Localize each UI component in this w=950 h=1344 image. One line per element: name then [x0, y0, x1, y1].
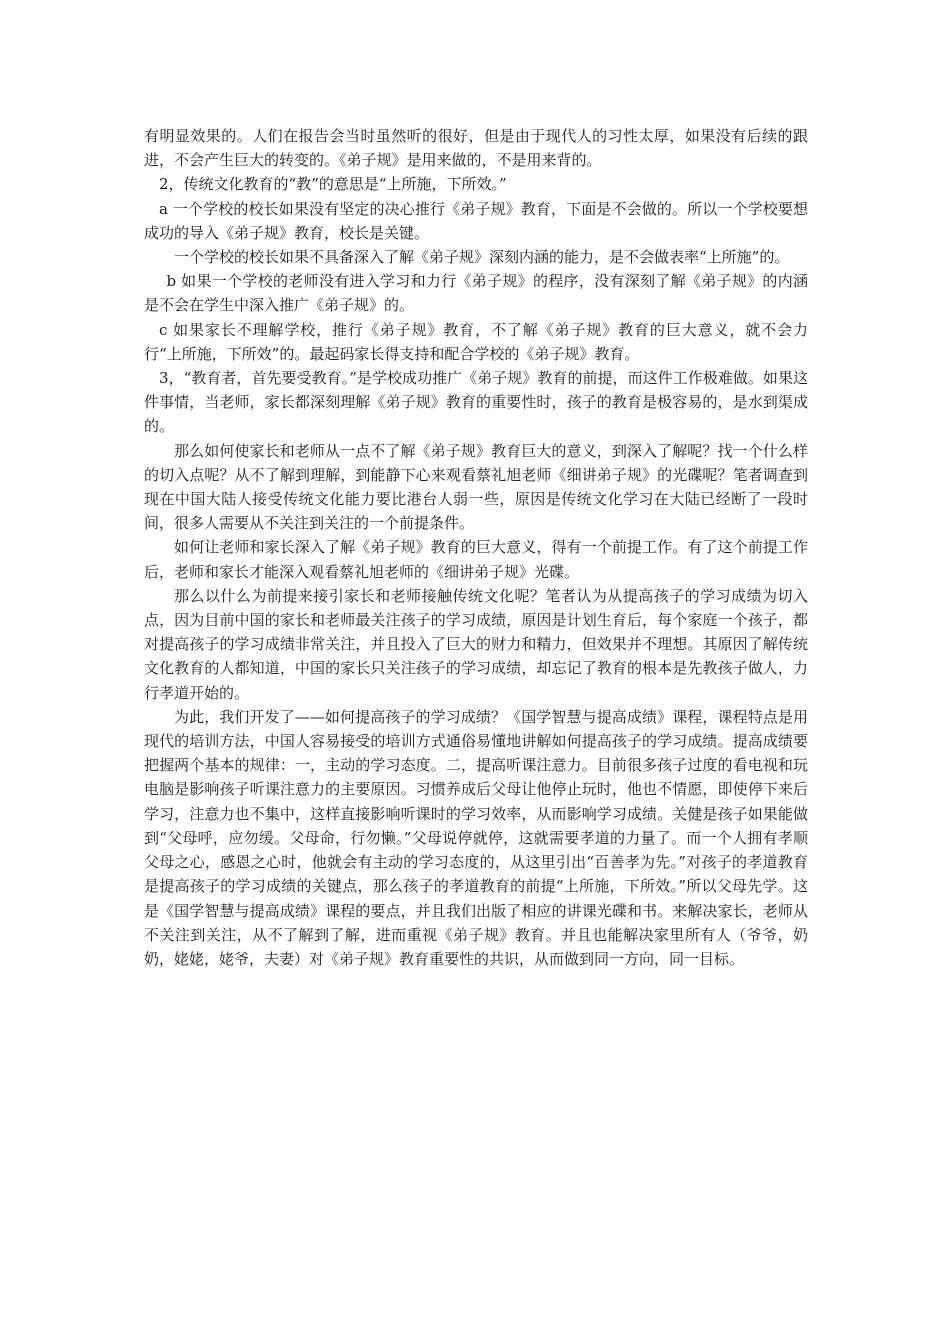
paragraph: c 如果家长不理解学校，推行《弟子规》教育，不了解《弟子规》教育的巨大意义，就不会力行“上所施，下所效”的。最起码家长得支持和配合学校的《弟子规》教育。 [144, 320, 808, 363]
paragraph: 如何让老师和家长深入了解《弟子规》教育的巨大意义，得有一个前提工作。有了这个前提工作后，老师和家长才能深入观看蔡礼旭老师的《细讲弟子规》光碟。 [144, 538, 808, 581]
paragraph: 一个学校的校长如果不具备深入了解《弟子规》深刻内涵的能力，是不会做表率“上所施”的。 [174, 248, 790, 267]
paragraph: 有明显效果的。人们在报告会当时虽然听的很好，但是由于现代人的习性太厚，如果没有后续的跟进，不会产生巨大的转变的。《弟子规》是用来做的，不是用来背的。 [144, 127, 808, 170]
paragraph: 2，传统文化教育的“教”的意思是“上所施，下所效。” [159, 175, 507, 194]
paragraph: 3，“教育者，首先要受教育。”是学校成功推广《弟子规》教育的前提，而这件工作极难做。如果这件事情，当老师，家长都深刻理解《弟子规》教育的重要性时，孩子的教育是极容易的，是水到渠成的。 [144, 369, 808, 436]
paragraph: b 如果一个学校的老师没有进入学习和力行《弟子规》的程序，没有深刻了解《弟子规》的内涵是不会在学生中深入推广《弟子规》的。 [144, 272, 808, 315]
paragraph: 为此，我们开发了——如何提高孩子的学习成绩？《国学智慧与提高成绩》课程，课程特点是用现代的培训方法，中国人容易接受的培训方式通俗易懂地讲解如何提高孩子的学习成绩。提高成绩要把握两个基本的规律：一，主动的学习态度。二，提高听课注意力。目前很多孩子过度的看电视和玩电脑是影响孩子听课注意力的主要原因。习惯养成后父母让他停止玩时，他也不情愿，即使停下来后学习，注意力也不集中，这样直接影响听课时的学习效率，从而影响学习成绩。关健是孩子如果能做到“父母呼，应勿缓。父母命，行勿懒。”父母说停就停，这就需要孝道的力量了。而一个人拥有孝顺父母之心，感恩之心时，他就会有主动的学习态度的，从这里引出“百善孝为先。”对孩子的孝道教育是提高孩子的学习成绩的关键点，那么孩子的孝道教育的前提“上所施，下所效。”所以父母先学。这是《国学智慧与提高成绩》课程的要点，并且我们出版了相应的讲课光碟和书。来解决家长，老师从不关注到关注，从不了解到了解，进而重视《弟子规》教育。并且也能解决家里所有人（爷爷，奶奶，姥姥，姥爷，夫妻）对《弟子规》教育重要性的共识，从而做到同一方向，同一目标。 [144, 707, 808, 968]
document-page [144, 124, 808, 971]
paragraph: 那么如何使家长和老师从一点不了解《弟子规》教育巨大的意义，到深入了解呢？找一个什么样的切入点呢？从不了解到理解，到能静下心来观看蔡礼旭老师《细讲弟子规》的光碟呢？笔者调查到现在中国大陆人接受传统文化能力要比港台人弱一些，原因是传统文化学习在大陆已经断了一段时间，很多人需要从不关注到关注的一个前提条件。 [144, 441, 808, 533]
paragraph: a 一个学校的校长如果没有坚定的决心推行《弟子规》教育，下面是不会做的。所以一个学校要想成功的导入《弟子规》教育，校长是关键。 [144, 199, 808, 242]
paragraph: 那么以什么为前提来接引家长和老师接触传统文化呢？笔者认为从提高孩子的学习成绩为切入点，因为目前中国的家长和老师最关注孩子的学习成绩，原因是计划生育后，每个家庭一个孩子，都对提高孩子的学习成绩非常关注，并且投入了巨大的财力和精力，但效果并不理想。其原因了解传统文化教育的人都知道，中国的家长只关注孩子的学习成绩，却忘记了教育的根本是先教孩子做人，力行孝道开始的。 [144, 586, 808, 702]
